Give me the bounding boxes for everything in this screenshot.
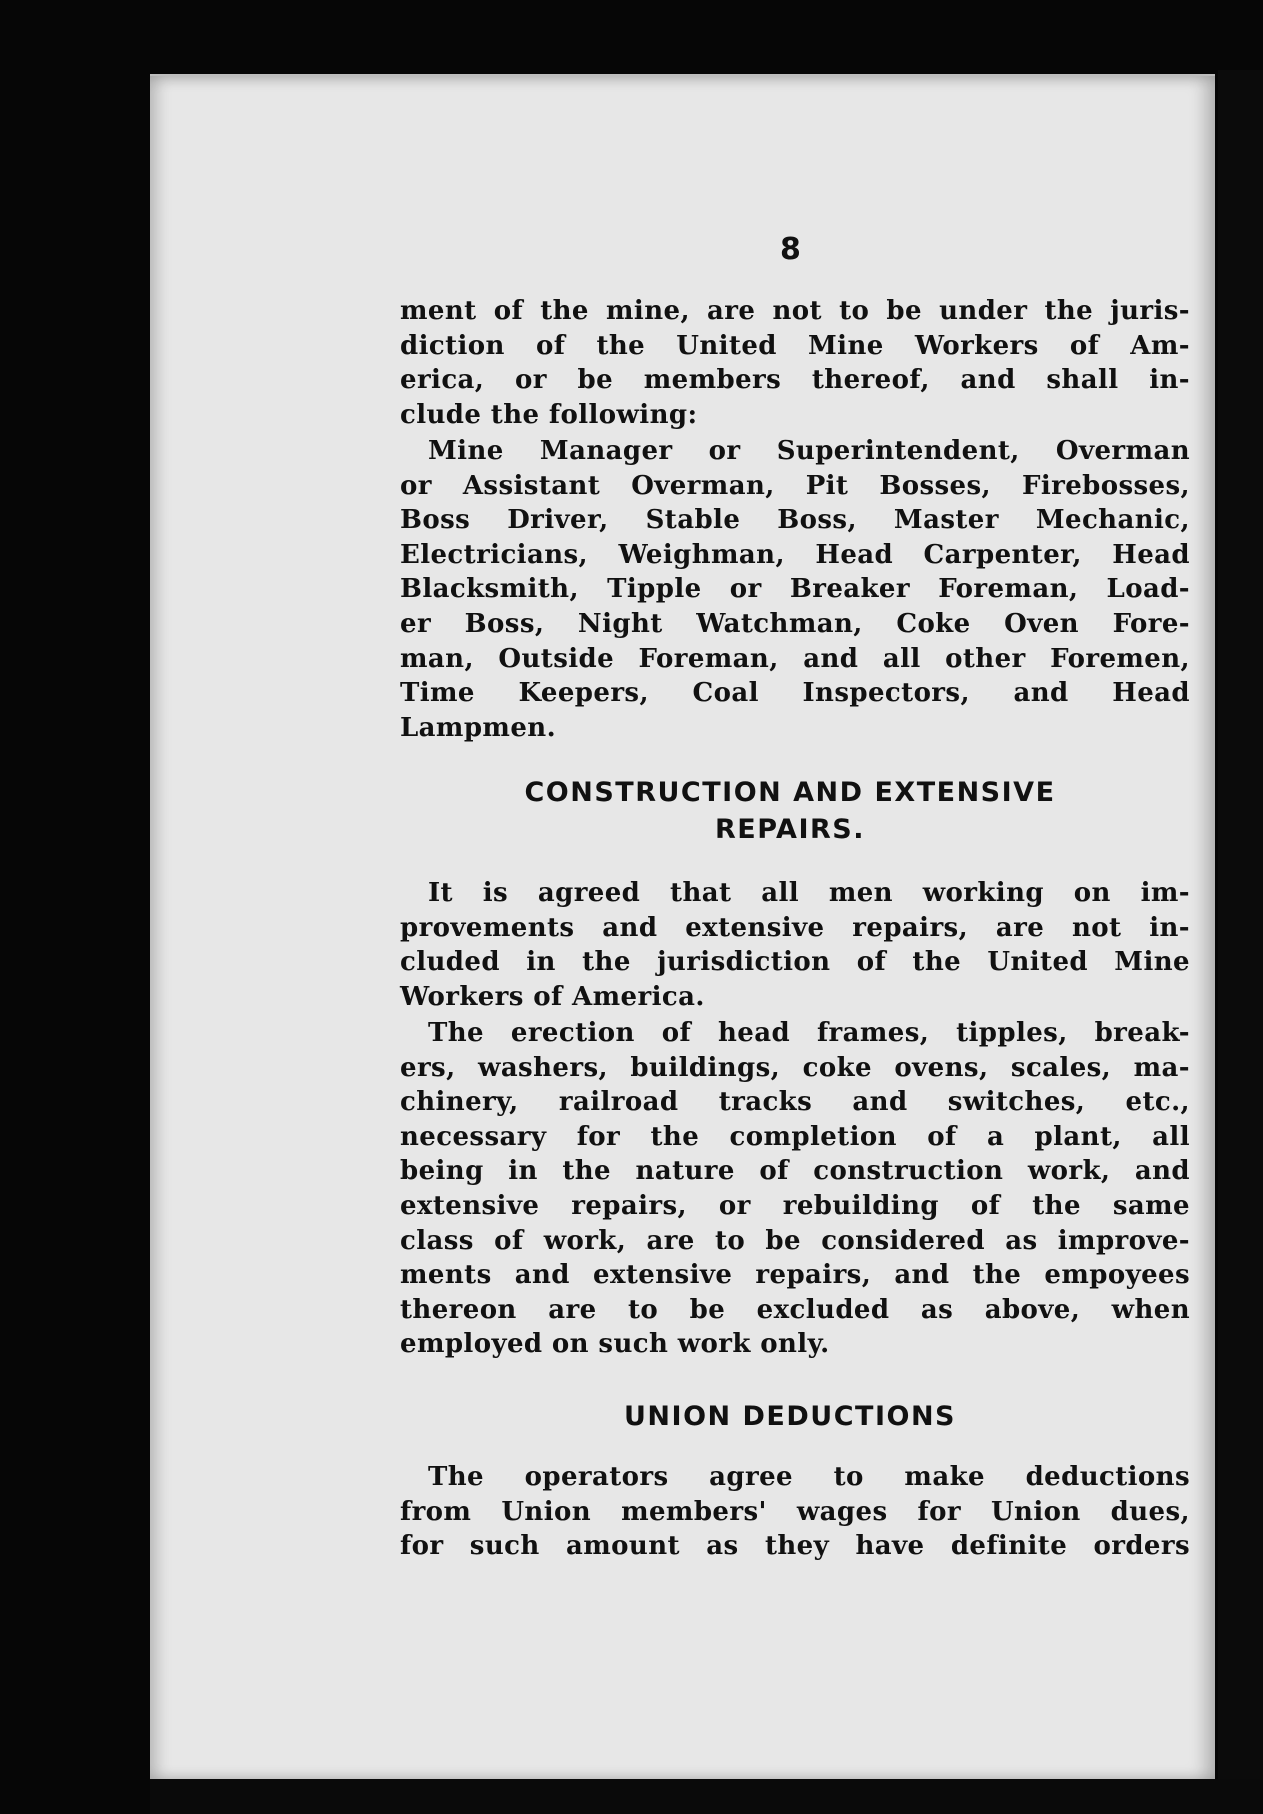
paragraph-erection bbox=[400, 1016, 1190, 1362]
text-line: Time Keepers, Coal Inspectors, and Head bbox=[400, 678, 1190, 709]
text-line: The erection of head frames, tipples, break- bbox=[428, 1018, 1190, 1048]
text-line: cluded in the jurisdiction of the United Mine bbox=[400, 947, 1190, 978]
text-line: diction of the United Mine Workers of Am- bbox=[400, 330, 1190, 361]
text-line: necessary for the completion of a plant, all bbox=[400, 1121, 1190, 1152]
text-line: ers, washers, buildings, coke ovens, scales, ma- bbox=[400, 1052, 1190, 1083]
text-line: from Union members' wages for Union dues, bbox=[400, 1496, 1190, 1527]
text-line: It is agreed that all men working on im- bbox=[428, 878, 1190, 908]
text-line: employed on such work only. bbox=[400, 1329, 830, 1360]
paragraph-improvements bbox=[400, 876, 1190, 1014]
paragraph-union-deductions bbox=[400, 1460, 1190, 1564]
text-line: Lampmen. bbox=[400, 712, 557, 743]
text-line: provements and extensive repairs, are not in- bbox=[400, 912, 1190, 943]
text-line: for such amount as they have definite orders bbox=[400, 1531, 1190, 1562]
heading-line: UNION DEDUCTIONS bbox=[624, 1401, 956, 1432]
text-line: Blacksmith, Tipple or Breaker Foreman, Load- bbox=[400, 574, 1190, 605]
text-line: being in the nature of construction work, and bbox=[400, 1156, 1190, 1187]
section-heading-construction bbox=[440, 774, 1140, 848]
text-line: Mine Manager or Superintendent, Overman bbox=[428, 436, 1190, 466]
text-line: er Boss, Night Watchman, Coke Oven Fore- bbox=[400, 608, 1190, 639]
text-line: ment of the mine, are not to be under the juris- bbox=[400, 296, 1190, 326]
text-line: thereon are to be excluded as above, when bbox=[400, 1294, 1190, 1325]
page-number: 8 bbox=[780, 232, 801, 267]
text-line: clude the following: bbox=[400, 399, 698, 430]
text-line: Electricians, Weighman, Head Carpenter, Head bbox=[400, 539, 1190, 570]
text-line: erica, or be members thereof, and shall in- bbox=[400, 365, 1190, 396]
text-line: ments and extensive repairs, and the empoyees bbox=[400, 1260, 1190, 1291]
page-edge-shadow bbox=[1218, 70, 1263, 1780]
text-line: class of work, are to be considered as improve- bbox=[400, 1225, 1190, 1256]
text-line: or Assistant Overman, Pit Bosses, Firebosses, bbox=[400, 470, 1190, 501]
section-heading-union-deductions bbox=[560, 1398, 1020, 1435]
heading-line: REPAIRS. bbox=[715, 814, 865, 845]
text-line: extensive repairs, or rebuilding of the same bbox=[400, 1190, 1190, 1221]
page-bottom-shadow bbox=[150, 1779, 1260, 1814]
paragraph-excluded-positions bbox=[400, 434, 1190, 745]
text-line: The operators agree to make deductions bbox=[428, 1462, 1190, 1492]
text-line: man, Outside Foreman, and all other Foremen, bbox=[400, 643, 1190, 674]
paragraph-jurisdiction-continued bbox=[400, 294, 1190, 432]
text-line: Workers of America. bbox=[400, 981, 705, 1012]
text-line: Boss Driver, Stable Boss, Master Mechanic, bbox=[400, 505, 1190, 536]
heading-line: CONSTRUCTION AND EXTENSIVE bbox=[524, 777, 1056, 808]
text-line: chinery, railroad tracks and switches, etc., bbox=[400, 1087, 1190, 1118]
